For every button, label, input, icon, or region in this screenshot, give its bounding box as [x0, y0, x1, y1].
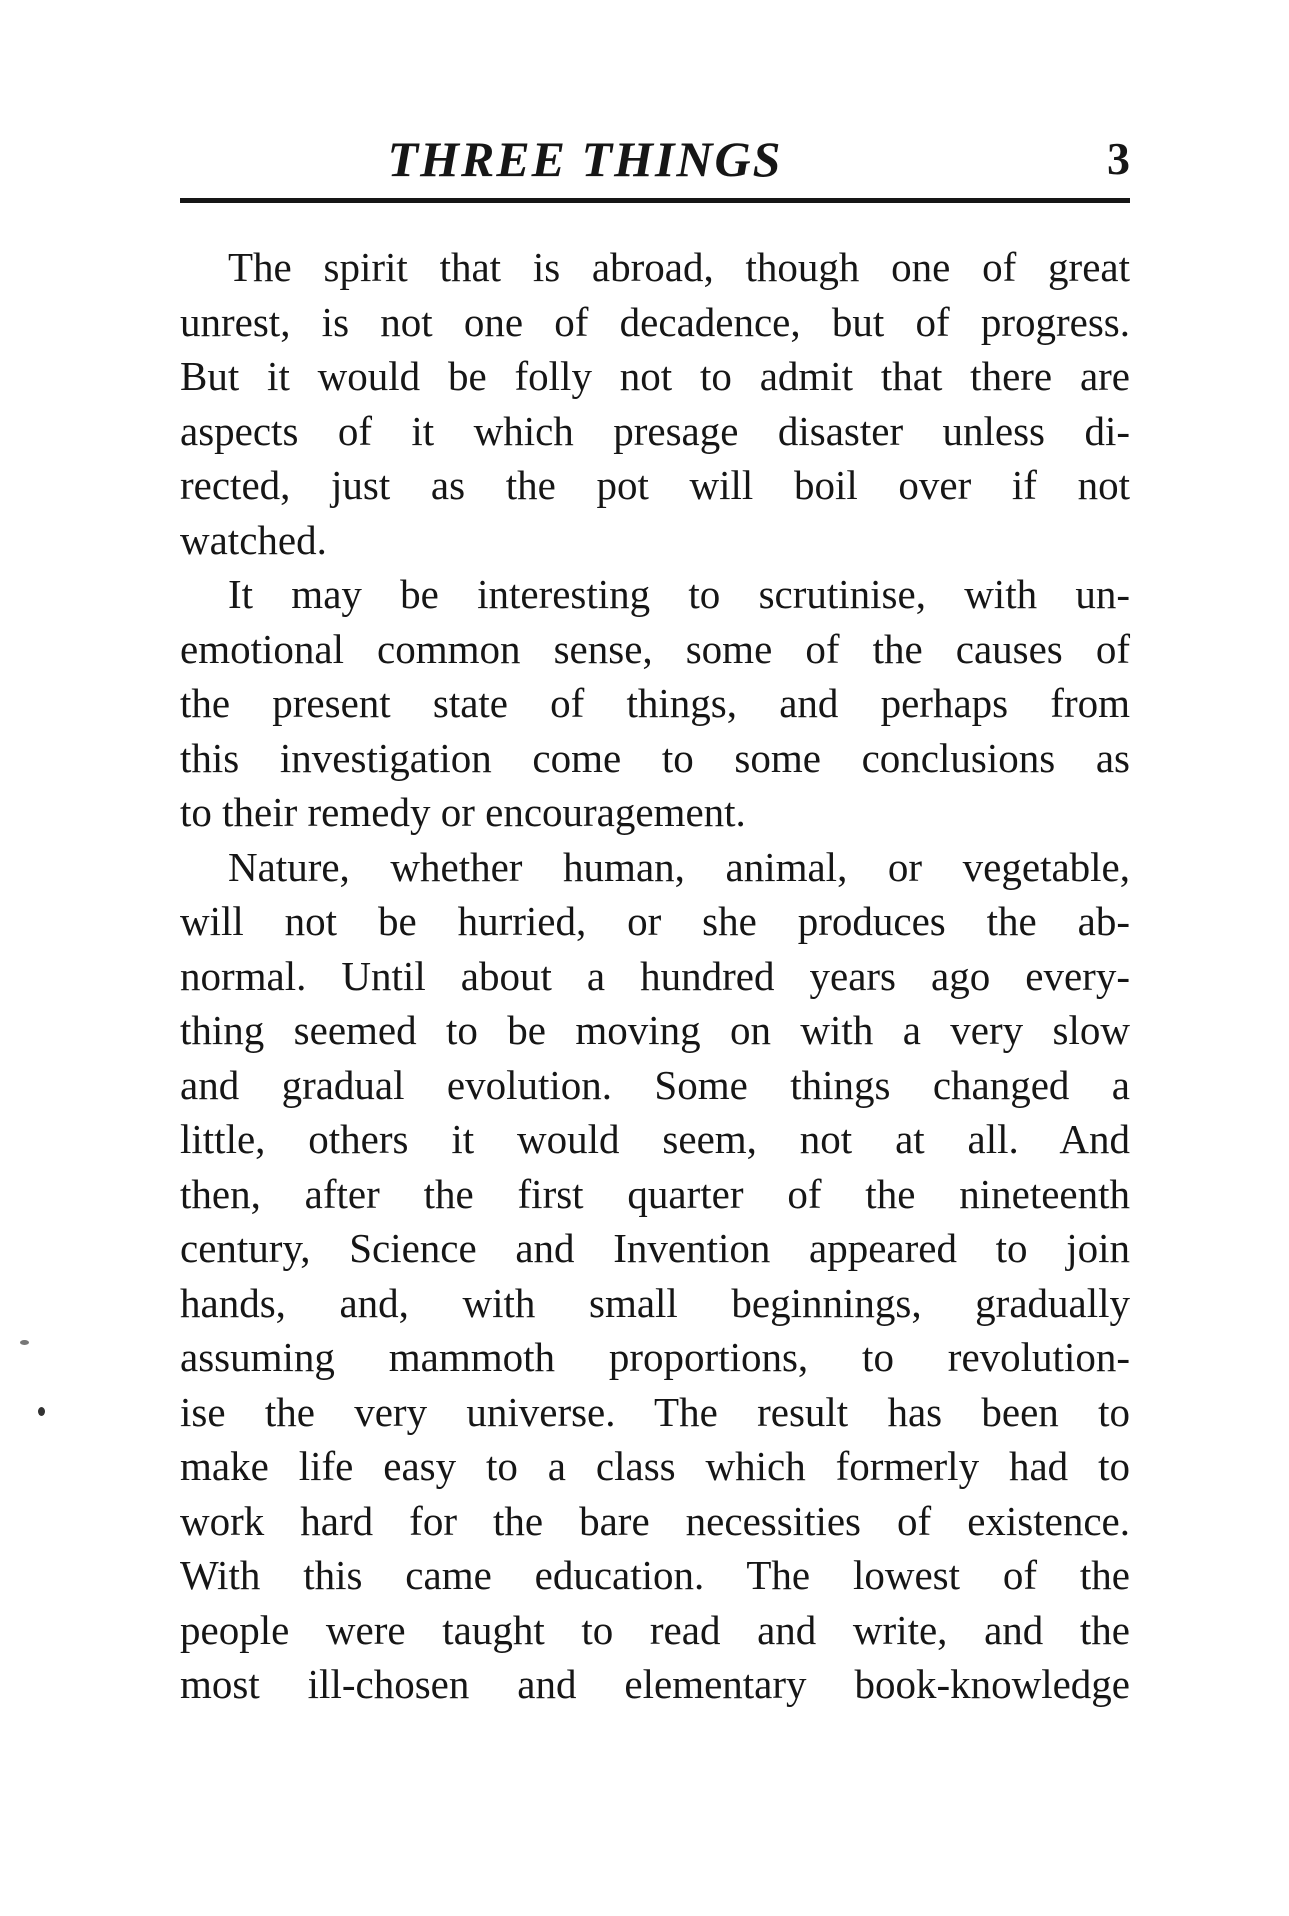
scan-speck: [20, 1340, 29, 1345]
text-line: aspects of it which presage disaster unless di-: [180, 407, 1130, 454]
text-line: Nature, whether human, animal, or vegetable,: [228, 843, 1130, 890]
text-line: most ill-chosen and elementary book-knowledge: [180, 1661, 1130, 1707]
text-line: thing seemed to be moving on with a very slow: [180, 1007, 1130, 1053]
text-line: people were taught to read and write, and the: [180, 1606, 1130, 1653]
text-line: hands, and, with small beginnings, gradually: [180, 1279, 1130, 1326]
text-line: the present state of things, and perhaps from: [180, 680, 1130, 726]
text-line: With this came education. The lowest of the: [180, 1552, 1130, 1598]
text-line: then, after the first quarter of the nineteenth: [180, 1170, 1130, 1217]
text-line: work hard for the bare necessities of existence.: [180, 1497, 1130, 1544]
text-line: century, Science and Invention appeared to join: [180, 1225, 1130, 1271]
text-line: assuming mammoth proportions, to revolution-: [180, 1334, 1130, 1380]
text-line: make life easy to a class which formerly had to: [180, 1443, 1130, 1489]
text-line: The spirit that is abroad, though one of great: [228, 244, 1130, 290]
text-line: It may be interesting to scrutinise, with un-: [228, 571, 1130, 617]
text-line: little, others it would seem, not at all. And: [180, 1116, 1130, 1162]
text-line: normal. Until about a hundred years ago every-: [180, 952, 1130, 999]
text-line: and gradual evolution. Some things changed a: [180, 1061, 1130, 1108]
scan-speck: [38, 1407, 45, 1416]
text-line: will not be hurried, or she produces the ab-: [180, 898, 1130, 944]
body-text: [180, 240, 1130, 1712]
text-line: watched.: [180, 516, 327, 563]
text-line: ise the very universe. The result has been to: [180, 1388, 1130, 1435]
running-title: THREE THINGS: [387, 131, 783, 187]
header-rule: [180, 198, 1130, 203]
text-line: emotional common sense, some of the causes of: [180, 625, 1130, 672]
page-header: [180, 128, 1130, 190]
text-line: rected, just as the pot will boil over if not: [180, 462, 1130, 508]
page-number: 3: [1107, 133, 1130, 184]
text-line: to their remedy or encouragement.: [180, 789, 746, 835]
text-line: But it would be folly not to admit that there are: [180, 353, 1130, 399]
text-line: this investigation come to some conclusions as: [180, 734, 1130, 781]
text-line: unrest, is not one of decadence, but of progress.: [180, 298, 1130, 345]
